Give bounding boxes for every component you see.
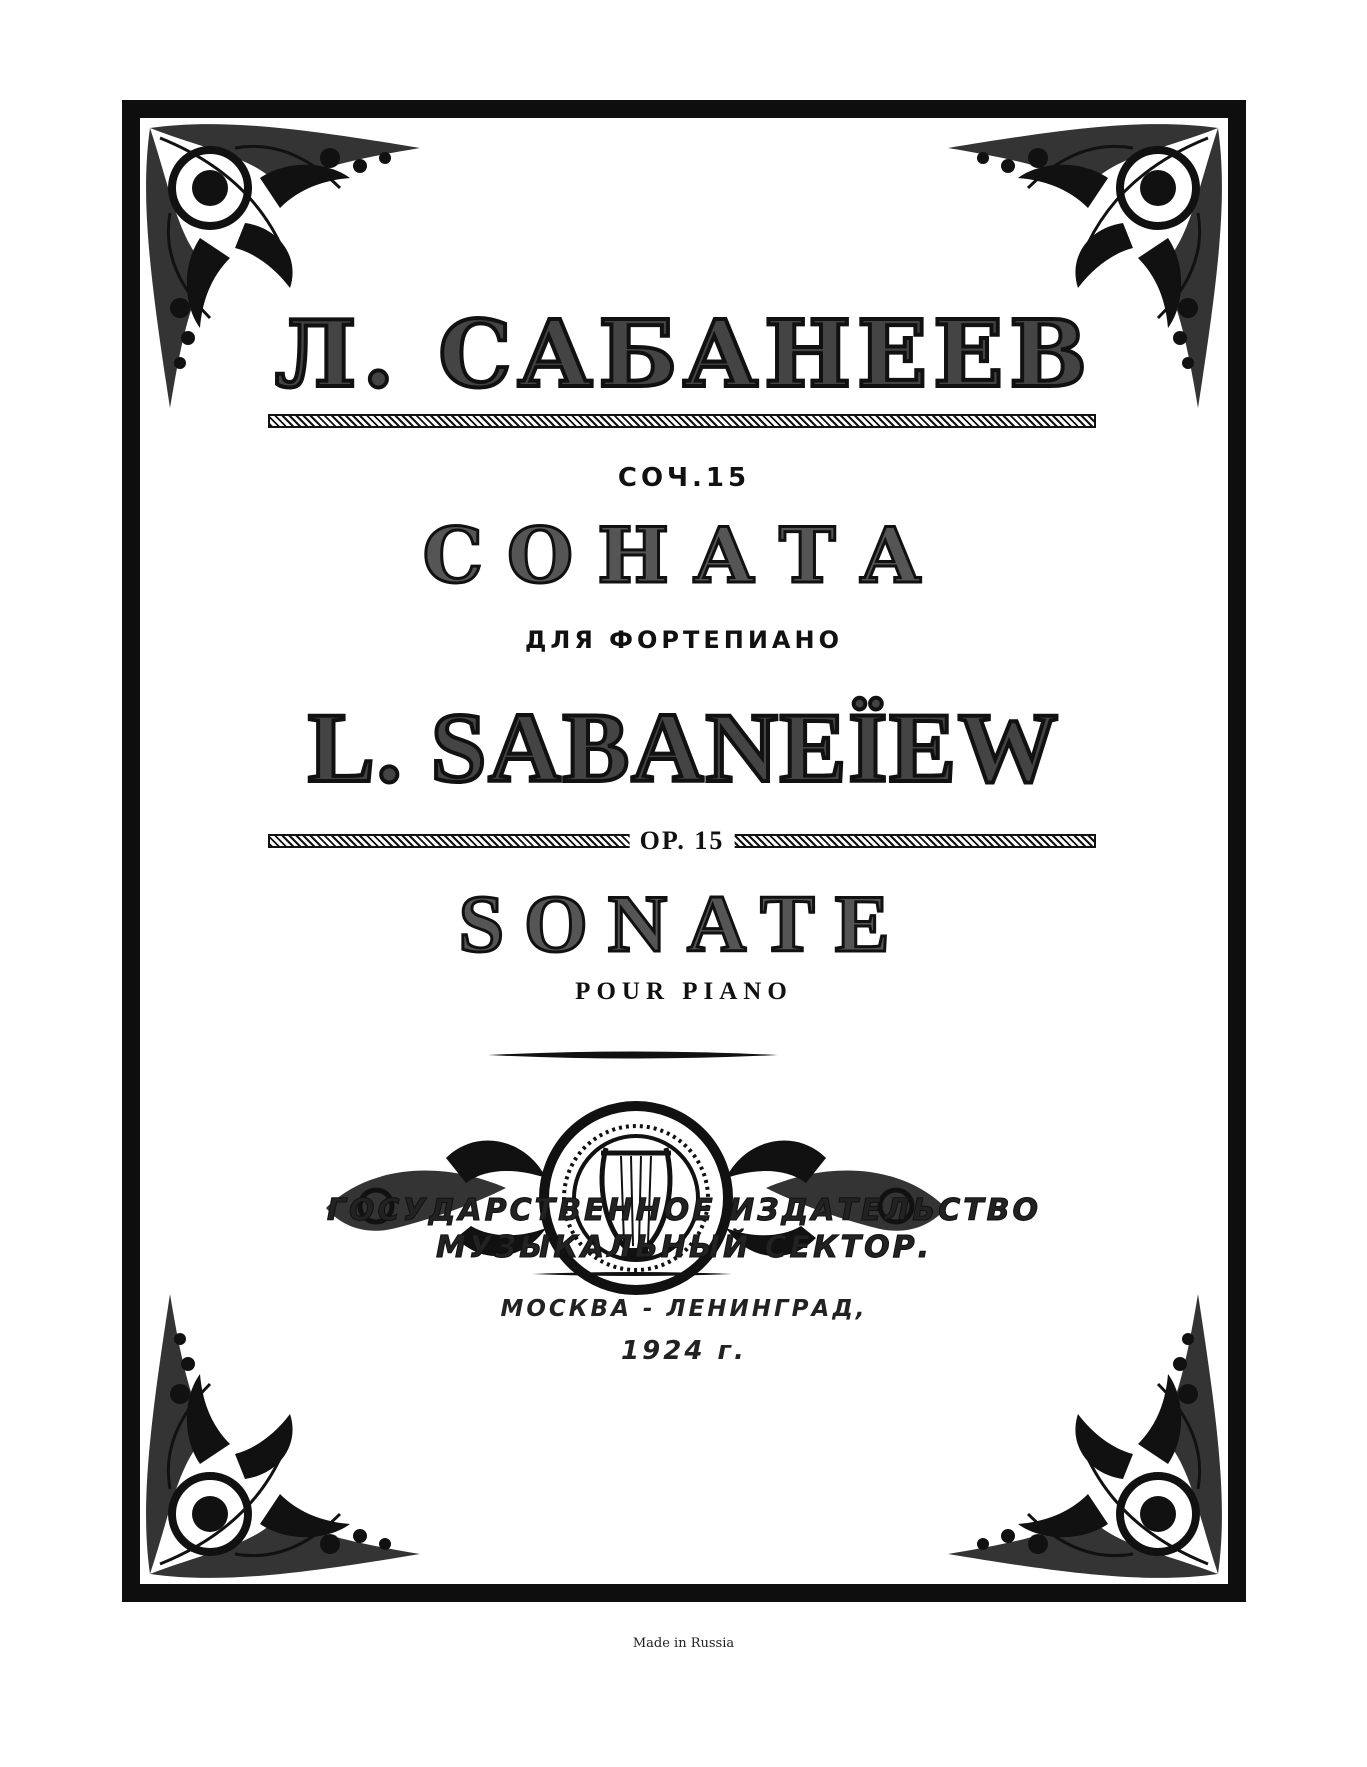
opus-fr: OP. 15: [630, 826, 735, 856]
cover-page: [140, 118, 1228, 1584]
sonata-title-ru: СОНАТА: [422, 511, 946, 600]
border-frame: [122, 100, 1246, 1602]
publisher-city: МОСКВА - ЛЕНИНГРАД,: [500, 1296, 868, 1322]
author-name-ru: Л. САБАНЕЕВ: [274, 300, 1094, 408]
sonata-title-fr: SONATE: [458, 878, 910, 969]
title-rule-top: [268, 414, 1096, 428]
publisher-rule: [532, 1270, 732, 1278]
publisher-line-1: ГОСУДАРСТВЕННОЕ ИЗДАТЕЛЬСТВО: [326, 1193, 1042, 1228]
subtitle-fr: POUR PIANO: [575, 978, 793, 1005]
divider-rule: [488, 1048, 778, 1062]
author-name-fr: L. SABANEÏEW: [308, 692, 1060, 803]
subtitle-ru: ДЛЯ ФОРТЕПИАНО: [525, 626, 843, 654]
opus-rule-line: [268, 826, 1096, 856]
publication-year: 1924 г.: [621, 1336, 747, 1366]
opus-ru: СОЧ.15: [617, 463, 751, 493]
publisher-line-2: МУЗЫКАЛЬНЫЙ СЕКТОР.: [435, 1230, 933, 1265]
made-in-russia-note: Made in Russia: [632, 1636, 735, 1651]
